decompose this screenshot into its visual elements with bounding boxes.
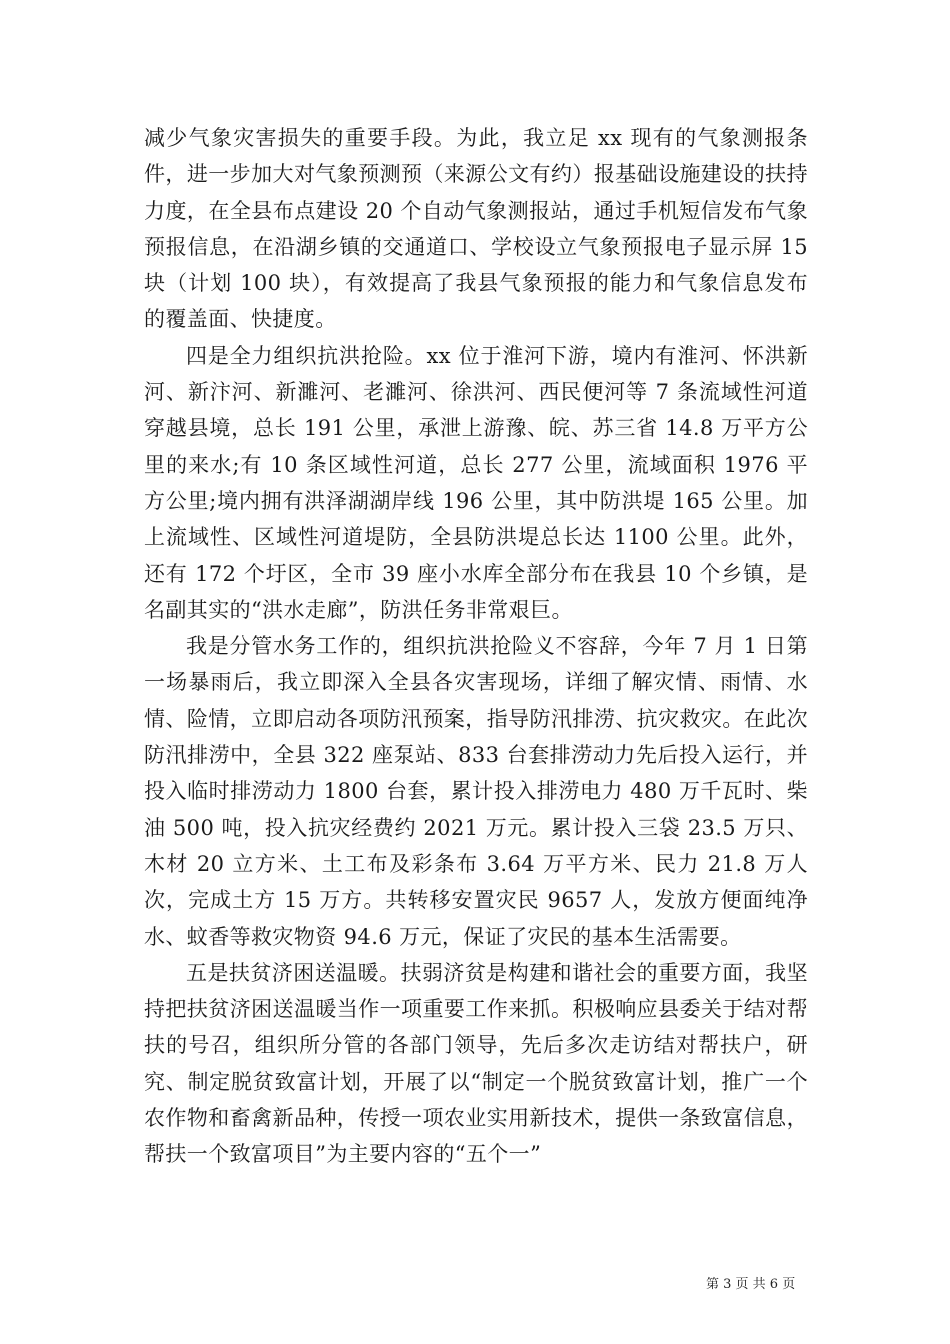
paragraph-water-affairs: 我是分管水务工作的，组织抗洪抢险义不容辞，今年 7 月 1 日第一场暴雨后，我立即深入全县各灾害现场，详细了解灾情、雨情、水情、险情，立即启动各项防汛预案，指导防汛排涝、抗灾救灾。在此次防汛排涝中，全县 322 座泵站、833 台套排涝动力先后投入运行，并投入临时排涝动力 1800 台套，累计投入排涝电力 480 万千瓦时、柴油 500 吨，投入抗灾经费约 2021 万元。累计投入三袋 23.5 万只、木材 20 立方米、土工布及彩条布 3.64 万平方米、民力 21.8 万人次，完成土方 15 万方。共转移安置灾民 9657 人，发放方便面纯净水、蚊香等救灾物资 94.6 万元，保证了灾民的基本生活需要。	[144, 634, 808, 949]
paragraph-flood-fighting: 四是全力组织抗洪抢险。xx 位于淮河下游，境内有淮河、怀洪新河、新汴河、新濉河、老濉河、徐洪河、西民便河等 7 条流域性河道穿越县境，总长 191 公里，承泄上游豫、皖、苏三省 14.8 万平方公里的来水;有 10 条区域性河道，总长 277 公里，流域面积 1976 平方公里;境内拥有洪泽湖湖岸线 196 公里，其中防洪堤 165 公里。加上流域性、区域性河道堤防，全县防洪堤总长达 1100 公里。此外，还有 172 个圩区，全市 39 座小水库全部分布在我县 10 个乡镇，是名副其实的“洪水走廊”，防洪任务非常艰巨。	[144, 343, 808, 622]
paragraph-poverty-relief: 五是扶贫济困送温暖。扶弱济贫是构建和谐社会的重要方面，我坚持把扶贫济困送温暖当作一项重要工作来抓。积极响应县委关于结对帮扶的号召，组织所分管的各部门领导，先后多次走访结对帮扶户，研究、制定脱贫致富计划，开展了以“制定一个脱贫致富计划，推广一个农作物和畜禽新品种，传授一项农业实用新技术，提供一条致富信息，帮扶一个致富项目”为主要内容的“五个一”	[144, 960, 808, 1167]
page-number-footer: 第 3 页 共 6 页	[706, 1277, 796, 1292]
body-text	[144, 120, 808, 1173]
paragraph-weather-forecast: 减少气象灾害损失的重要手段。为此，我立足 xx 现有的气象测报条件，进一步加大对气象预测预（来源公文有约）报基础设施建设的扶持力度，在全县布点建设 20 个自动气象测报站，通过手机短信发布气象预报信息，在沿湖乡镇的交通道口、学校设立气象预报电子显示屏 15 块（计划 100 块），有效提高了我县气象预报的能力和气象信息发布的覆盖面、快捷度。	[144, 126, 808, 332]
